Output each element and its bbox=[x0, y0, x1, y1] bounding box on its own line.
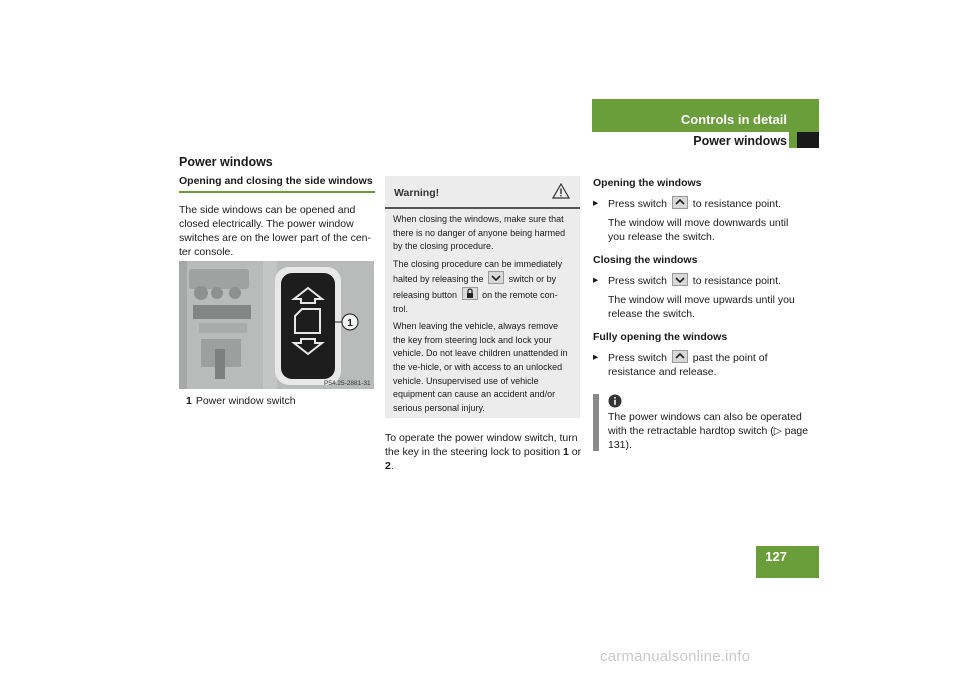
warning-para-3: When leaving the vehicle, always remove the key from steering lock and lock your vehicle. Do not leave children unattended in the ve-hicle, or with access to an unlocked vehicle. Unsupervised use of vehicle equipment can cause an accident and/or serious personal injury. bbox=[393, 321, 568, 413]
intro-text: The side windows can be opened and closed electrically. The power window switches are on the lower part of the cen-ter console. bbox=[179, 204, 372, 258]
column-right bbox=[593, 176, 803, 379]
warning-triangle-icon bbox=[552, 183, 570, 199]
step-arrow-icon: ▸ bbox=[593, 197, 599, 209]
step-close: ▸ Press switch to resistance point. bbox=[593, 274, 781, 287]
heading-opening: Opening the windows bbox=[593, 177, 702, 189]
heading-closing: Closing the windows bbox=[593, 254, 698, 266]
caption-text: Power window switch bbox=[195, 395, 296, 407]
figure-code: P54.25-2881-31 bbox=[324, 380, 371, 387]
watermark: carmanualsonline.info bbox=[600, 648, 751, 665]
chapter-title: Controls in detail bbox=[680, 112, 787, 127]
step-full-open: ▸ Press switch past the point of resistance and release. bbox=[593, 351, 768, 378]
info-icon bbox=[608, 394, 622, 408]
switch-open-icon bbox=[672, 196, 688, 209]
lock-button-icon bbox=[462, 287, 478, 300]
warning-para-2: The closing procedure can be immediately halted by releasing the switch or by releasing button on the remote con-trol. bbox=[393, 258, 563, 314]
chapter-header bbox=[592, 99, 819, 148]
page-ref-arrow-icon: ▷ bbox=[773, 425, 782, 437]
section-title: Power windows bbox=[693, 134, 787, 148]
switch-close-icon bbox=[672, 273, 688, 286]
switch-open-icon bbox=[672, 350, 688, 363]
warning-title: Warning! bbox=[394, 187, 440, 199]
step-arrow-icon: ▸ bbox=[593, 351, 599, 363]
figure-caption bbox=[186, 395, 296, 407]
close-result: The window will move upwards until you release the switch. bbox=[608, 294, 795, 320]
console-illustration bbox=[179, 261, 374, 389]
switch-close-icon bbox=[488, 271, 504, 284]
header-marker bbox=[797, 132, 819, 148]
page-number: 127 bbox=[765, 549, 787, 564]
caption-number: 1 bbox=[186, 395, 192, 407]
heading-fully-opening: Fully opening the windows bbox=[593, 331, 728, 343]
page-reference-link[interactable]: page 131). bbox=[608, 425, 809, 451]
step-open: ▸ Press switch to resistance point. bbox=[593, 197, 781, 210]
center-console-photo bbox=[179, 261, 374, 389]
open-result: The window will move downwards until you release the switch. bbox=[608, 217, 789, 243]
page-title: Power windows bbox=[179, 155, 273, 169]
operate-instructions: To operate the power window switch, turn the key in the steering lock to position 1 or 2. bbox=[385, 432, 582, 472]
warning-para-1: When closing the windows, make sure that there is no danger of anyone being harmed by the closing procedure. bbox=[393, 214, 566, 252]
warning-box bbox=[385, 176, 580, 418]
callout-1: 1 bbox=[347, 318, 353, 329]
page-number-box bbox=[756, 546, 819, 578]
subheading: Opening and closing the side windows bbox=[179, 174, 375, 193]
step-arrow-icon: ▸ bbox=[593, 274, 599, 286]
info-note: The power windows can also be operated with the retractable hardtop switch (▷ page 131). bbox=[593, 394, 809, 451]
column-left bbox=[179, 174, 375, 259]
